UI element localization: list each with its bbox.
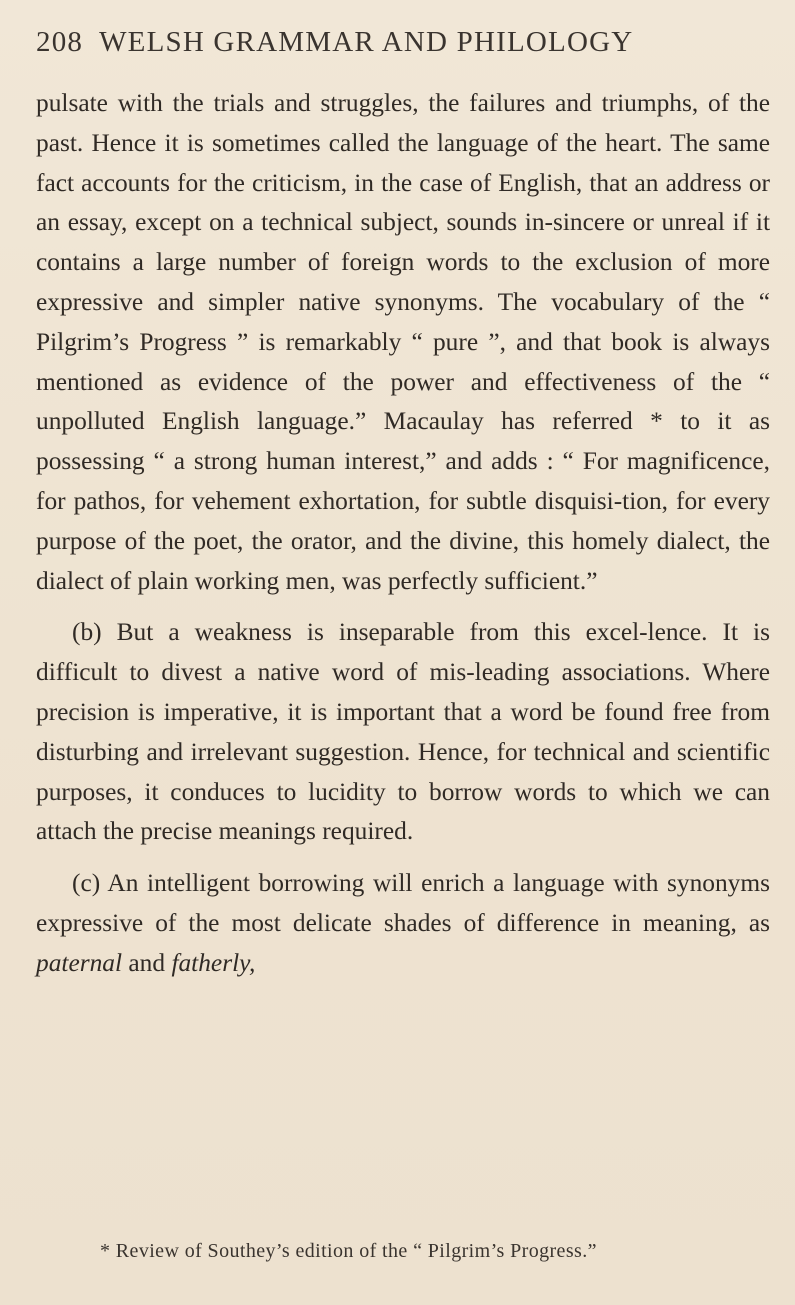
paragraph-1: pulsate with the trials and struggles, the failures and triumphs, of the past. Hence it is sometimes called the language of the heart. The same fact accounts for the criticism, in the case of English, that an address or an essay, except on a technical subject, sounds in-sincere or unreal if it contains a large number of foreign words to the exclusion of more expressive and simpler native synonyms. The vocabulary of the “ Pilgrim’s Progress ” is remarkably “ pure ”, and that book is always mentioned as evidence of the power and effectiveness of the “ unpolluted English language.” Macaulay has referred * to it as possessing “ a strong human interest,” and adds : “ For magnificence, for pathos, for vehement exhortation, for subtle disquisi-tion, for every purpose of the poet, the orator, and the divine, this homely dialect, the dialect of plain working men, was perfectly sufficient.” — [36, 89, 770, 595]
italic-word-fatherly: fatherly, — [171, 948, 256, 977]
running-title: WELSH GRAMMAR AND PHILOLOGY — [99, 26, 634, 58]
italic-word-paternal: paternal — [36, 948, 123, 977]
paragraph-3 — [36, 864, 770, 983]
page-number: 208 — [36, 26, 84, 58]
paragraph-3-and: and — [128, 948, 166, 977]
footnote: * Review of Southey’s edition of the “ Pilgrim’s Progress.” — [100, 1240, 597, 1262]
main-text — [36, 84, 770, 984]
paragraph-2: (b) But a weakness is inseparable from this excel-lence. It is difficult to divest a native word of mis-leading associations. Where precision is imperative, it is important that a word be found free from disturbing and irrelevant suggestion. Hence, for technical and scientific purposes, it conduces to lucidity to borrow words to which we can attach the precise meanings required. — [36, 618, 770, 846]
running-header — [36, 26, 766, 59]
paragraph-3-text: (c) An intelligent borrowing will enrich a language with synonyms expressive of the most delicate shades of difference in meaning, as — [36, 869, 770, 937]
